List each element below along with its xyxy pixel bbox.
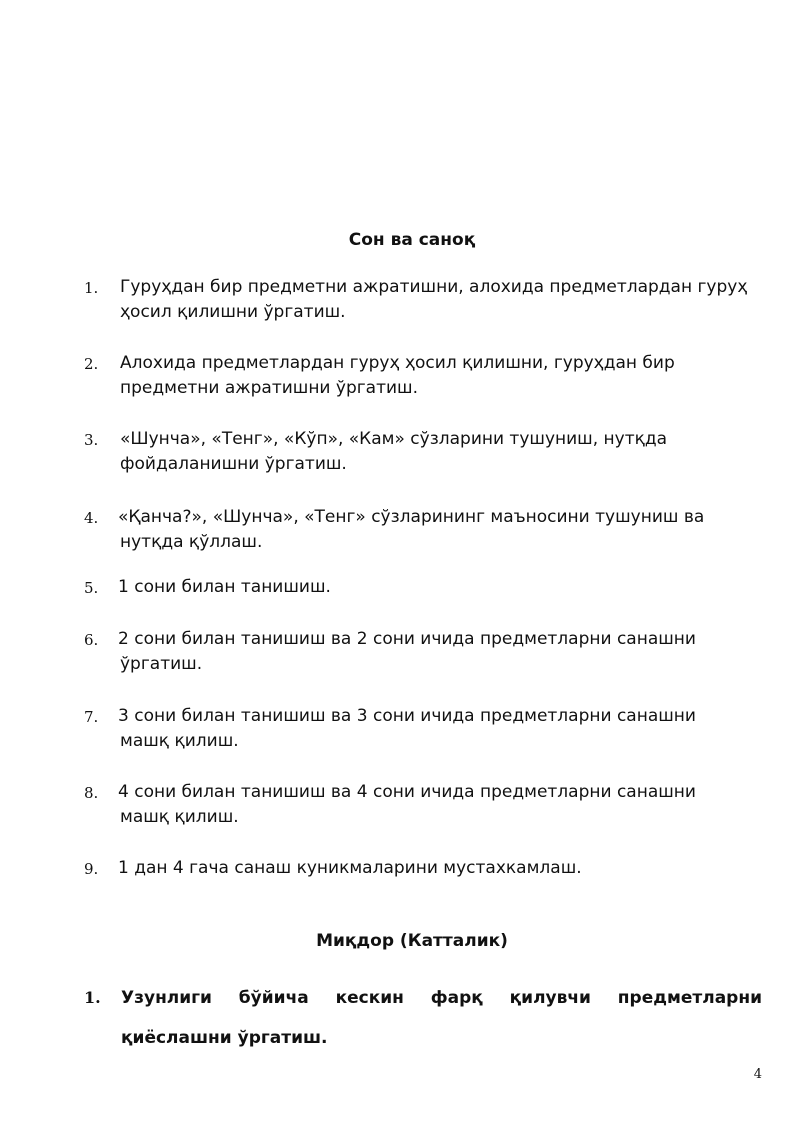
list-item-text-line-2: ўргатиш. <box>120 654 203 674</box>
list-item-text-line-1: 2 сони билан танишиш ва 2 сони ичида предметларни санашни <box>118 629 696 649</box>
list-item-number: 9. <box>84 860 99 878</box>
list-item-number: 8. <box>84 784 99 802</box>
list-item-text <box>121 978 762 1058</box>
section-title-quantity: Миқдор (Катталик) <box>316 931 508 951</box>
list-item-number: 4. <box>84 509 99 527</box>
list-item-text-line-1: Узунлиги бўйича кескин фарқ қилувчи предметларни <box>121 988 762 1008</box>
list-item-number: 3. <box>84 431 99 449</box>
list-item <box>84 978 762 1058</box>
list-item-number: 6. <box>84 631 99 649</box>
list-item-text-line-1: Алохида предметлардан гуруҳ ҳосил қилишни, гуруҳдан бир <box>120 353 675 373</box>
list-item-text-line-1: «Қанча?», «Шунча», «Тенг» сўзларининг маъносини тушуниш ва <box>118 507 705 527</box>
list-item <box>84 427 764 477</box>
list-item <box>84 704 764 754</box>
list-item <box>84 275 764 325</box>
list-item-number: 1. <box>84 988 101 1007</box>
list-item-number: 5. <box>84 579 99 597</box>
list-item-text-line-1: Гуруҳдан бир предметни ажратишни, алохида предметлардан гуруҳ <box>120 277 748 297</box>
list-item-text-line-2: машқ қилиш. <box>120 807 239 827</box>
list-item-text-line-2: нутқда қўллаш. <box>120 532 263 552</box>
list-item-number: 7. <box>84 708 99 726</box>
list-item-text-line-2: қиёслашни ўргатиш. <box>121 1028 328 1048</box>
section-title-numbers: Сон ва саноқ <box>348 230 476 250</box>
list-item <box>84 780 764 830</box>
list-item <box>84 575 764 600</box>
list-item <box>84 351 764 401</box>
list-item <box>84 505 764 555</box>
list-item-text-line-1: 1 дан 4 гача санаш куникмаларини мустахкамлаш. <box>118 858 582 878</box>
list-item-text-line-2: фойдаланишни ўргатиш. <box>120 454 347 474</box>
list-item-number: 2. <box>84 355 99 373</box>
page-number: 4 <box>753 1067 762 1082</box>
list-item-text-line-1: «Шунча», «Тенг», «Кўп», «Кам» сўзларини тушуниш, нутқда <box>120 429 668 449</box>
list-item-text-line-1: 4 сони билан танишиш ва 4 сони ичида предметларни санашни <box>118 782 696 802</box>
list-item-text-line-2: предметни ажратишни ўргатиш. <box>120 378 418 398</box>
list-item-text-line-2: машқ қилиш. <box>120 731 239 751</box>
list-item-number: 1. <box>84 279 99 297</box>
list-item-text-line-2: ҳосил қилишни ўргатиш. <box>120 302 346 322</box>
list-item <box>84 856 764 881</box>
list-item <box>84 627 764 677</box>
list-item-text-line-1: 1 сони билан танишиш. <box>118 577 331 597</box>
list-item-text-line-1: 3 сони билан танишиш ва 3 сони ичида предметларни санашни <box>118 706 696 726</box>
